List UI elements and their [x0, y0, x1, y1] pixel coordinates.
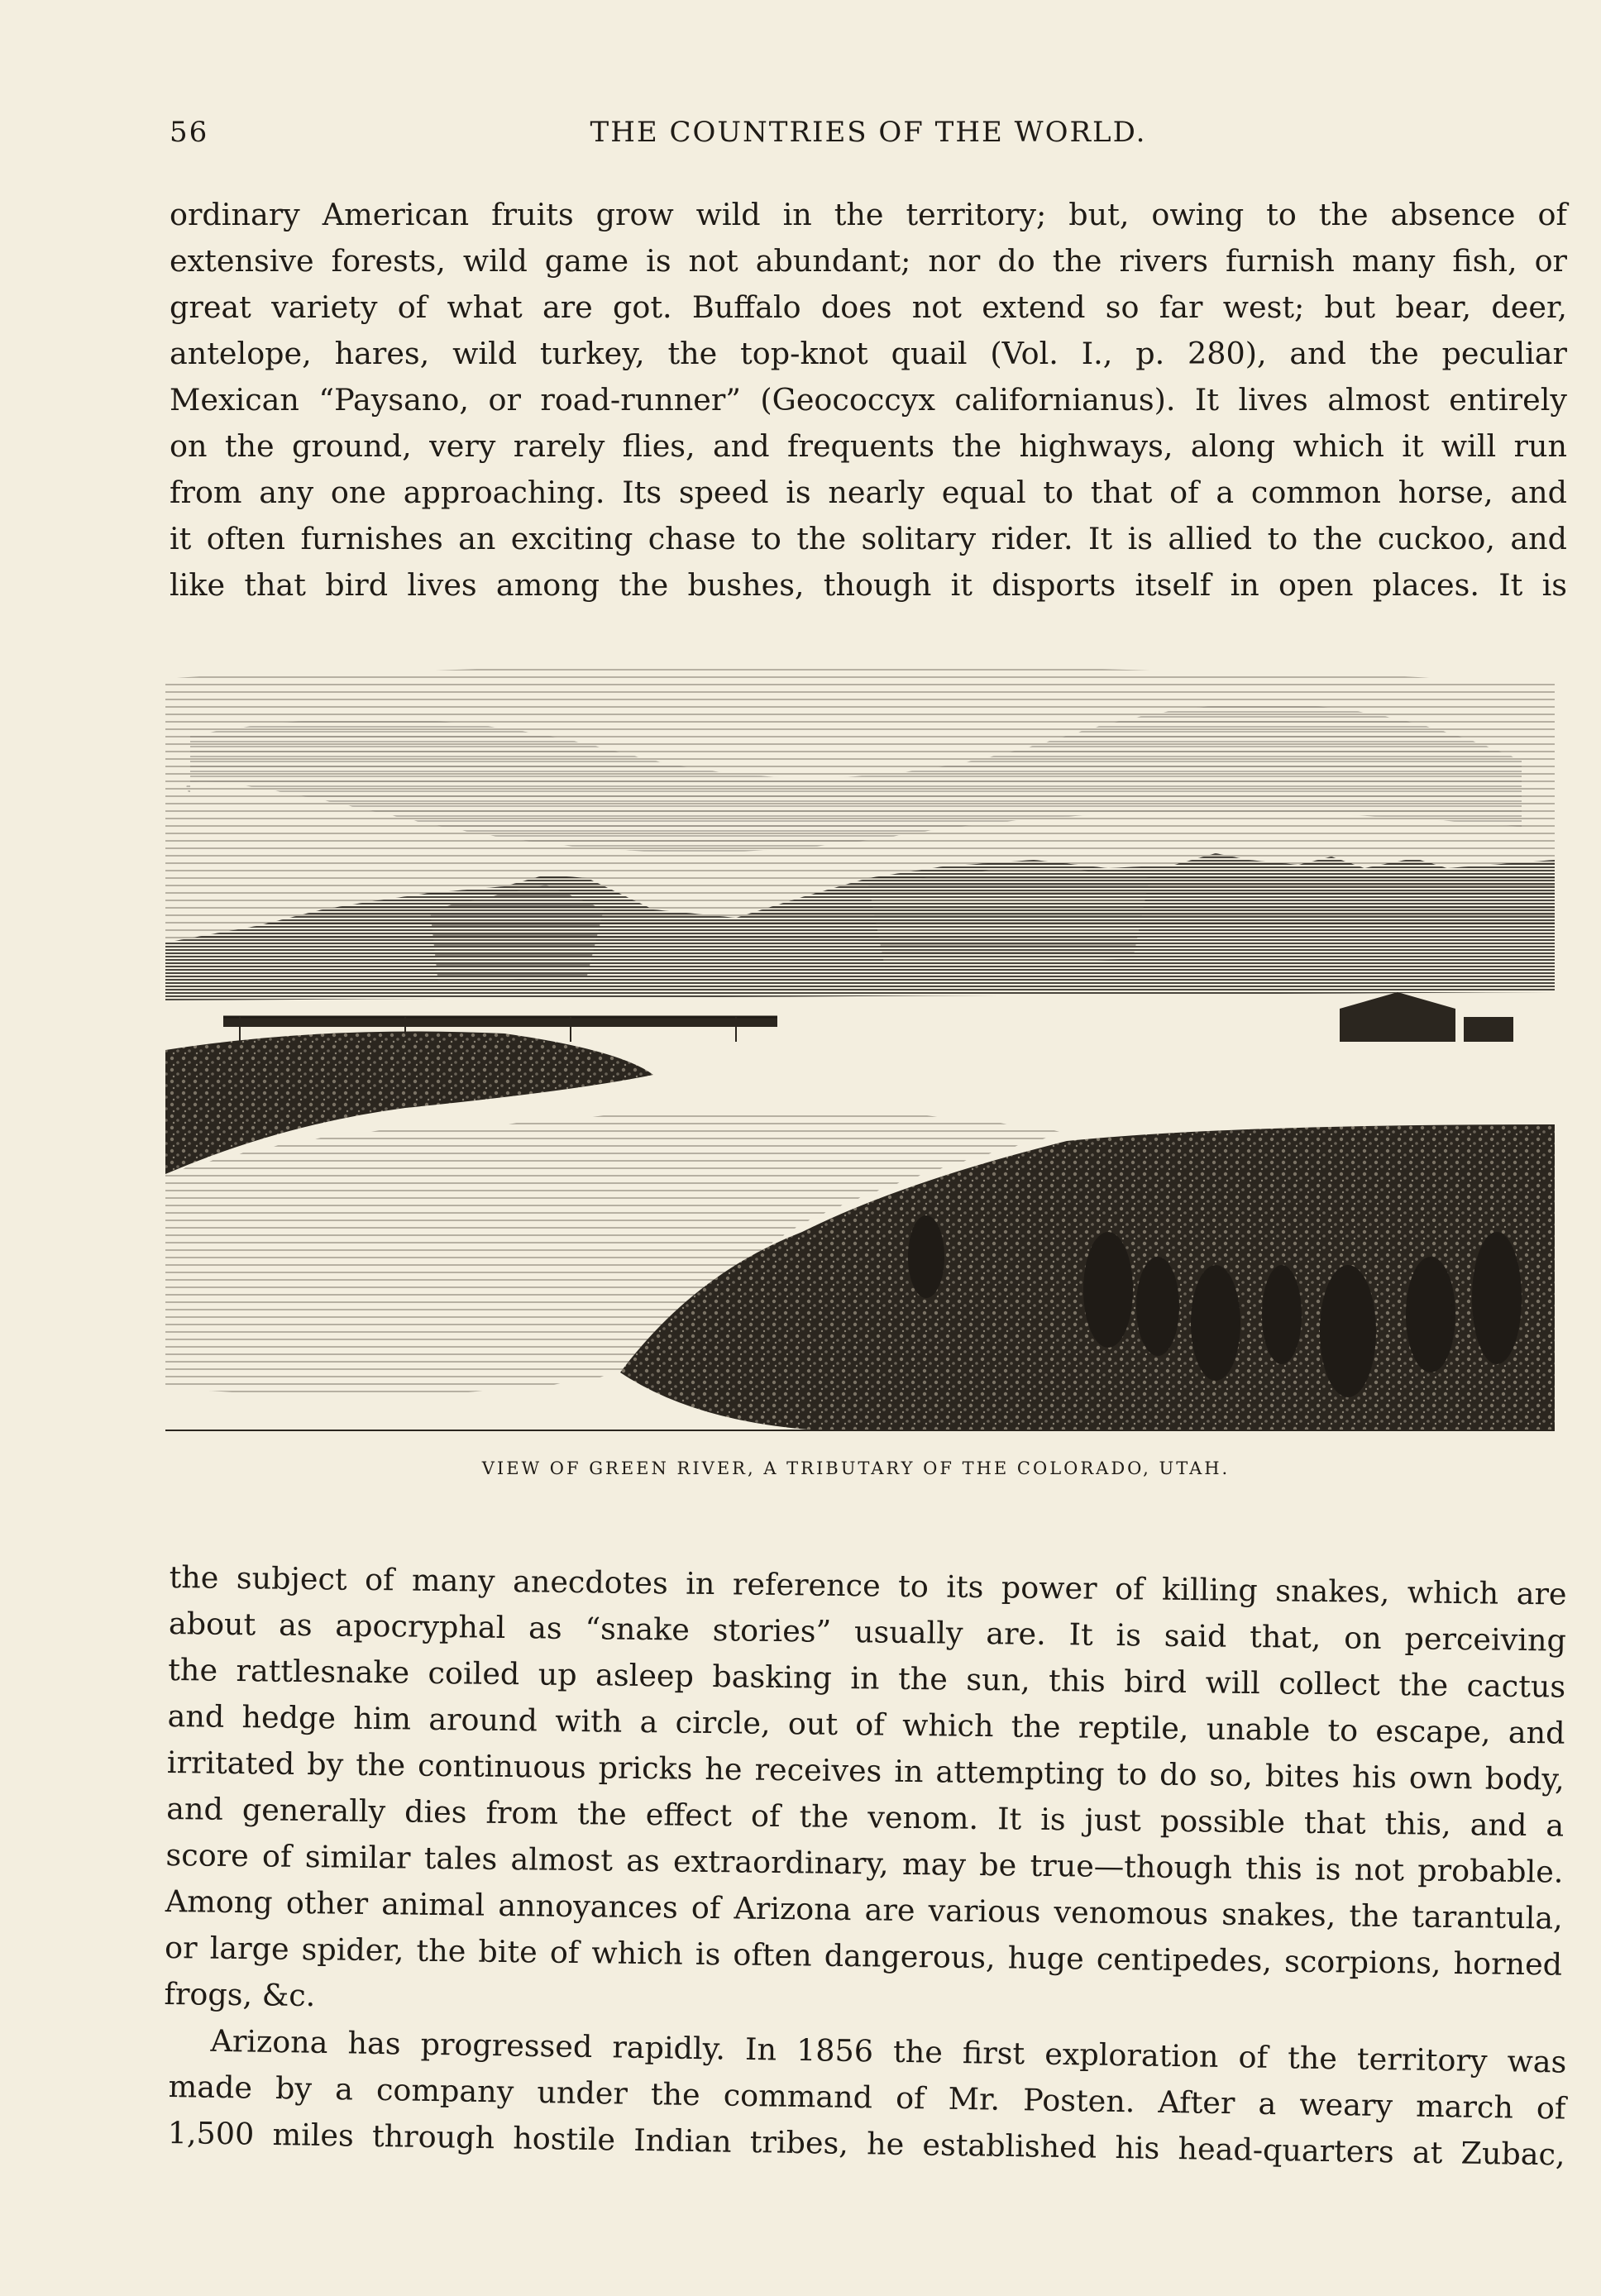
text-line: and hedge him around with a circle, out of which the reptile, unable to escape, and [167, 1697, 1565, 1751]
text-line: from any one approaching. Its speed is nearly equal to that of a common horse, and [170, 475, 1567, 510]
text-line: made by a company under the command of Mr. Posten. After a weary march of [168, 2068, 1566, 2127]
text-line: Mexican “Paysano, or road-runner” (Geococcyx californianus). It lives almost entirely [170, 382, 1567, 418]
bottom-paragraph-2 [167, 2017, 1566, 2179]
text-line: like that bird lives among the bushes, though it disports itself in open places. It is [170, 567, 1567, 603]
engraving-illustration [157, 661, 1555, 1439]
text-line: frogs, &c. [164, 1975, 316, 2014]
running-head: THE COUNTRIES OF THE WORLD. [590, 116, 1147, 149]
text-line: ordinary American fruits grow wild in the territory; but, owing to the absence of [170, 197, 1567, 232]
mesa-face [868, 865, 1149, 967]
text-line: the subject of many anecdotes in reference to its power of killing snakes, which are [169, 1559, 1567, 1612]
page-number: 56 [170, 116, 209, 149]
text-line: antelope, hares, wild turkey, the top-knot quail (Vol. I., p. 280), and the peculiar [170, 336, 1567, 371]
illustration-caption: VIEW OF GREEN RIVER, A TRIBUTARY OF THE COLORADO, UTAH. [481, 1458, 1231, 1478]
text-line: it often furnishes an exciting chase to the solitary rider. It is allied to the cuckoo, and [170, 521, 1567, 556]
text-line: irritated by the continuous pricks he receives in attempting to do so, bites his own body, [166, 1744, 1565, 1797]
bottom-paragraph-1 [164, 1554, 1567, 2035]
text-line: on the ground, very rarely flies, and frequents the highways, along which it will run [170, 428, 1567, 464]
top-paragraph [170, 192, 1567, 609]
text-line: the rattlesnake coiled up asleep basking in the sun, this bird will collect the cactus [168, 1651, 1566, 1705]
text-line: about as apocryphal as “snake stories” usually are. It is said that, on perceiving [168, 1605, 1567, 1659]
page-header [170, 116, 1567, 157]
text-line: great variety of what are got. Buffalo does not extend so far west; but bear, deer, [170, 289, 1567, 325]
text-line: and generally dies from the effect of the venom. It is just possible that this, and a [165, 1790, 1565, 1844]
text-line: extensive forests, wild game is not abundant; nor do the rivers furnish many fish, or [170, 243, 1567, 279]
text-line: score of similar tales almost as extraordinary, may be true—though this is not probable. [165, 1836, 1564, 1890]
buildings [1340, 992, 1513, 1042]
text-line: 1,500 miles through hostile Indian tribes, he established his head-quarters at Zubac, [167, 2114, 1565, 2173]
text-line: Arizona has progressed rapidly. In 1856 the first exploration of the territory was [210, 2022, 1567, 2080]
text-line: Among other animal annoyances of Arizona are various venomous snakes, the tarantula, [165, 1883, 1564, 1936]
text-line: or large spider, the bite of which is often dangerous, huge centipedes, scorpions, horned [164, 1929, 1563, 1983]
